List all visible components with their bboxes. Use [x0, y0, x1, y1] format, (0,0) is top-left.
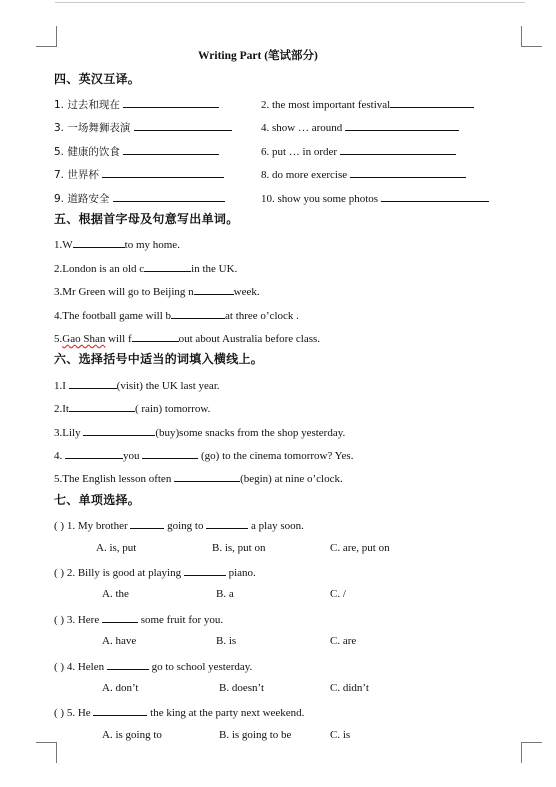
page-title: Writing Part (笔试部分)	[198, 50, 318, 62]
mc-option-2b[interactable]: B. a	[216, 588, 234, 600]
verb-form-item-5: 5.The English lesson often (begin) at nine o’clock.	[54, 470, 343, 486]
translation-item-5: 5. 健康的饮食	[54, 143, 219, 159]
fill-word-item-3: 3.Mr Green will go to Beijing n week.	[54, 283, 260, 299]
answer-blank[interactable]	[345, 119, 459, 131]
mc-option-3c[interactable]: C. are	[330, 635, 357, 647]
answer-blank[interactable]	[174, 470, 240, 482]
answer-paren[interactable]: ( )	[54, 567, 65, 579]
answer-blank[interactable]	[132, 330, 179, 342]
mc-option-5a[interactable]: A. is going to	[102, 729, 162, 741]
verb-form-item-4: 4. you (go) to the cinema tomorrow? Yes.	[54, 447, 353, 463]
section-5-heading: 五、根据首字母及句意写出单词。	[54, 212, 239, 226]
mc-option-1a[interactable]: A. is, put	[96, 542, 137, 554]
crop-mark-top-left	[36, 26, 57, 47]
answer-blank	[107, 658, 149, 670]
translation-item-3: 3. 一场舞狮表演	[54, 119, 232, 135]
crop-mark-bottom-right	[521, 742, 542, 763]
verb-form-item-3: 3.Lily (buy)some snacks from the shop yesterday.	[54, 424, 345, 440]
answer-blank	[102, 611, 138, 623]
fill-word-item-1: 1.W to my home.	[54, 236, 180, 252]
fill-word-item-2: 2.London is an old c in the UK.	[54, 260, 237, 276]
answer-blank[interactable]	[69, 377, 117, 389]
answer-blank[interactable]	[350, 166, 466, 178]
answer-blank[interactable]	[83, 424, 155, 436]
translation-item-4: 4. show … around	[261, 119, 459, 135]
mc-option-3b[interactable]: B. is	[216, 635, 237, 647]
answer-paren[interactable]: ( )	[54, 520, 65, 532]
answer-blank[interactable]	[65, 447, 123, 459]
translation-item-2: 2. the most important festival	[261, 96, 474, 112]
answer-paren[interactable]: ( )	[54, 661, 65, 673]
mc-question-4: ( ) 4. Helen go to school yesterday.	[54, 658, 252, 674]
answer-blank[interactable]	[194, 283, 234, 295]
mc-option-5c[interactable]: C. is	[330, 729, 351, 741]
answer-blank[interactable]	[69, 400, 135, 412]
translation-item-6: 6. put … in order	[261, 143, 456, 159]
proper-name: Gao Shan	[62, 333, 106, 345]
mc-question-1: ( ) 1. My brother going to a play soon.	[54, 517, 304, 533]
translation-item-9: 9. 道路安全	[54, 190, 225, 206]
answer-paren[interactable]: ( )	[54, 707, 65, 719]
answer-blank[interactable]	[142, 447, 198, 459]
mc-option-4b[interactable]: B. doesn’t	[219, 682, 265, 694]
answer-blank[interactable]	[123, 143, 219, 155]
answer-blank[interactable]	[113, 190, 225, 202]
answer-blank[interactable]	[144, 260, 191, 272]
answer-blank	[93, 704, 147, 716]
answer-blank	[206, 517, 248, 529]
section-4-heading: 四、英汉互译。	[54, 72, 141, 86]
fill-word-item-5: 5.Gao Shan will f out about Australia before class.	[54, 330, 320, 346]
translation-item-7: 7. 世界杯	[54, 166, 224, 182]
translation-item-10: 10. show you some photos	[261, 190, 489, 206]
answer-blank[interactable]	[134, 119, 232, 131]
answer-blank[interactable]	[340, 143, 456, 155]
mc-option-2c[interactable]: C. /	[330, 588, 346, 600]
verb-form-item-1: 1.I (visit) the UK last year.	[54, 377, 220, 393]
mc-option-3a[interactable]: A. have	[102, 635, 137, 647]
translation-item-1: 1. 过去和现在	[54, 96, 219, 112]
crop-mark-bottom-left	[36, 742, 57, 763]
answer-blank[interactable]	[102, 166, 224, 178]
mc-option-4a[interactable]: A. don’t	[102, 682, 139, 694]
section-6-heading: 六、选择括号中适当的词填入横线上。	[54, 352, 264, 366]
answer-blank	[130, 517, 164, 529]
verb-form-item-2: 2.It ( rain) tomorrow.	[54, 400, 210, 416]
mc-question-3: ( ) 3. Here some fruit for you.	[54, 611, 223, 627]
mc-option-5b[interactable]: B. is going to be	[219, 729, 292, 741]
mc-option-4c[interactable]: C. didn’t	[330, 682, 369, 694]
mc-question-2: ( ) 2. Billy is good at playing piano.	[54, 564, 256, 580]
section-7-heading: 七、单项选择。	[54, 493, 141, 507]
fill-word-item-4: 4.The football game will b at three o’clock .	[54, 307, 299, 323]
answer-blank	[184, 564, 226, 576]
header-rule	[55, 2, 525, 3]
mc-option-1c[interactable]: C. are, put on	[330, 542, 390, 554]
answer-blank[interactable]	[171, 307, 225, 319]
answer-blank[interactable]	[381, 190, 489, 202]
mc-question-5: ( ) 5. He the king at the party next weekend.	[54, 704, 304, 720]
mc-option-2a[interactable]: A. the	[102, 588, 129, 600]
crop-mark-top-right	[521, 26, 542, 47]
answer-blank[interactable]	[123, 96, 219, 108]
answer-paren[interactable]: ( )	[54, 614, 65, 626]
answer-blank[interactable]	[73, 236, 125, 248]
answer-blank[interactable]	[390, 96, 474, 108]
mc-option-1b[interactable]: B. is, put on	[212, 542, 266, 554]
translation-item-8: 8. do more exercise	[261, 166, 466, 182]
